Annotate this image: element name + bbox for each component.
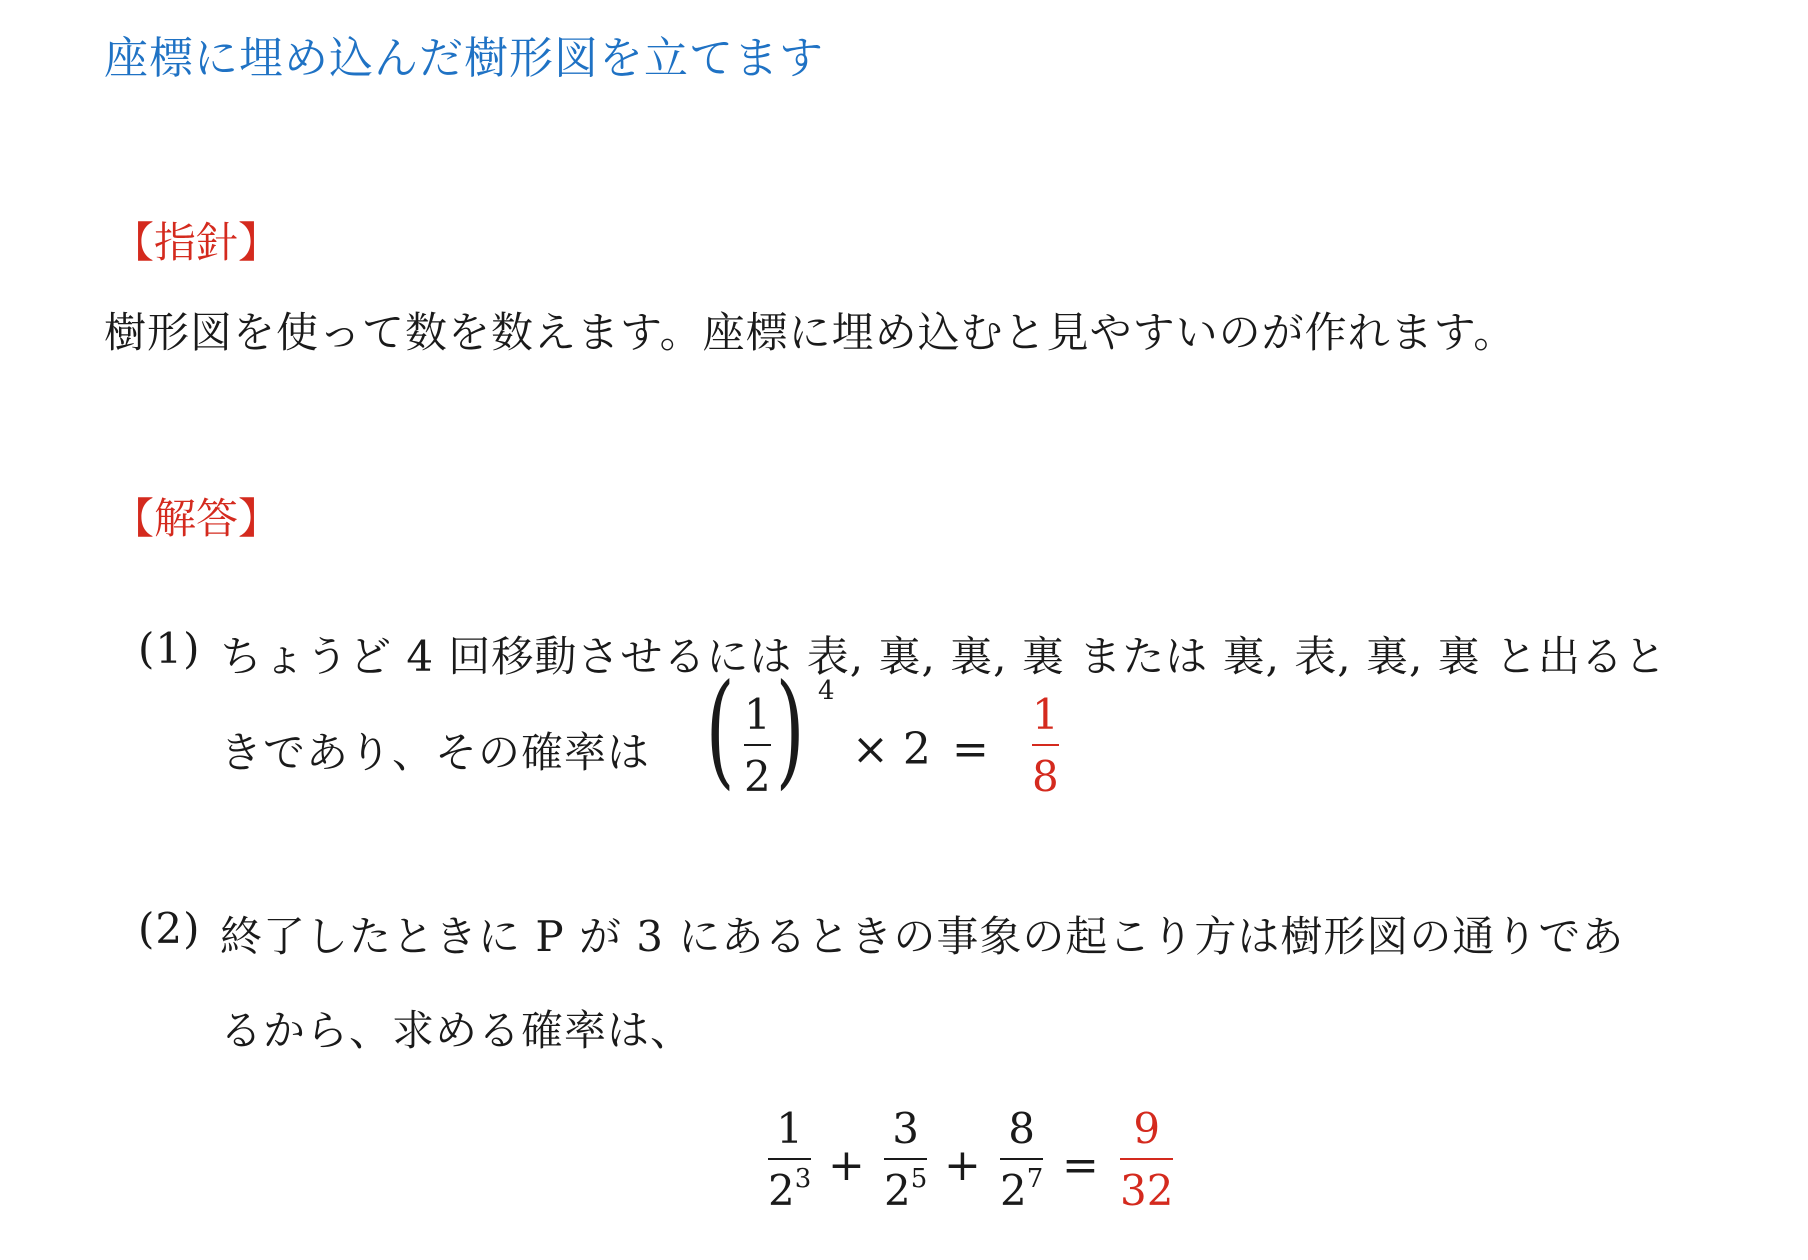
result-numerator: 9 xyxy=(1133,1104,1161,1153)
part1-result xyxy=(1032,690,1059,801)
left-paren: ( xyxy=(705,658,735,802)
fraction-bar xyxy=(744,744,771,746)
hint-text: 樹形図を使って数を数えます。座標に埋め込むと見やすいのが作れます。 xyxy=(104,308,1517,357)
plus-sign: + xyxy=(828,1140,865,1191)
term-denominator: $2^3$ xyxy=(768,1164,812,1215)
base-denominator: 2 xyxy=(744,752,771,801)
term-1 xyxy=(768,1104,812,1215)
term-2 xyxy=(884,1104,928,1215)
base-numerator: 1 xyxy=(744,690,771,739)
term-numerator: 3 xyxy=(892,1104,919,1153)
fraction-bar xyxy=(1000,1158,1043,1160)
equals-sign: = xyxy=(952,724,989,775)
right-paren: ) xyxy=(775,658,805,802)
exponent: 4 xyxy=(818,676,835,706)
fraction-bar xyxy=(884,1158,927,1160)
term-denominator: $2^7$ xyxy=(1000,1164,1044,1215)
term-denominator: $2^5$ xyxy=(884,1164,928,1215)
equals-sign: = xyxy=(1062,1140,1099,1191)
page-title: 座標に埋め込んだ樹形図を立てます xyxy=(104,33,824,84)
part2-number: (2) xyxy=(138,904,201,953)
answer-heading: 【解答】 xyxy=(112,494,281,543)
term-numerator: 1 xyxy=(776,1104,803,1153)
term-3 xyxy=(1000,1104,1044,1215)
part2-line1: 終了したときに P が 3 にあるときの事象の起こり方は樹形図の通りであ xyxy=(220,912,1625,961)
part1-number: (1) xyxy=(138,624,201,673)
result-numerator: 1 xyxy=(1032,690,1059,739)
result-denominator: 32 xyxy=(1120,1166,1174,1215)
result-denominator: 8 xyxy=(1032,752,1059,801)
fraction-bar xyxy=(768,1158,811,1160)
part1-line1: ちょうど 4 回移動させるには 表, 裏, 裏, 裏 または 裏, 表, 裏, 裏 と出ると xyxy=(220,632,1668,681)
base-fraction xyxy=(744,690,771,801)
part2-result xyxy=(1120,1104,1174,1215)
fraction-bar xyxy=(1120,1158,1173,1160)
fraction-bar xyxy=(1032,744,1059,746)
part2-line2: るから、求める確率は、 xyxy=(220,1006,694,1055)
hint-heading: 【指針】 xyxy=(112,218,281,267)
term-numerator: 8 xyxy=(1008,1104,1035,1153)
plus-sign: + xyxy=(944,1140,981,1191)
times-two: × 2 xyxy=(852,724,931,775)
part1-line2: きであり、その確率は xyxy=(220,728,651,777)
